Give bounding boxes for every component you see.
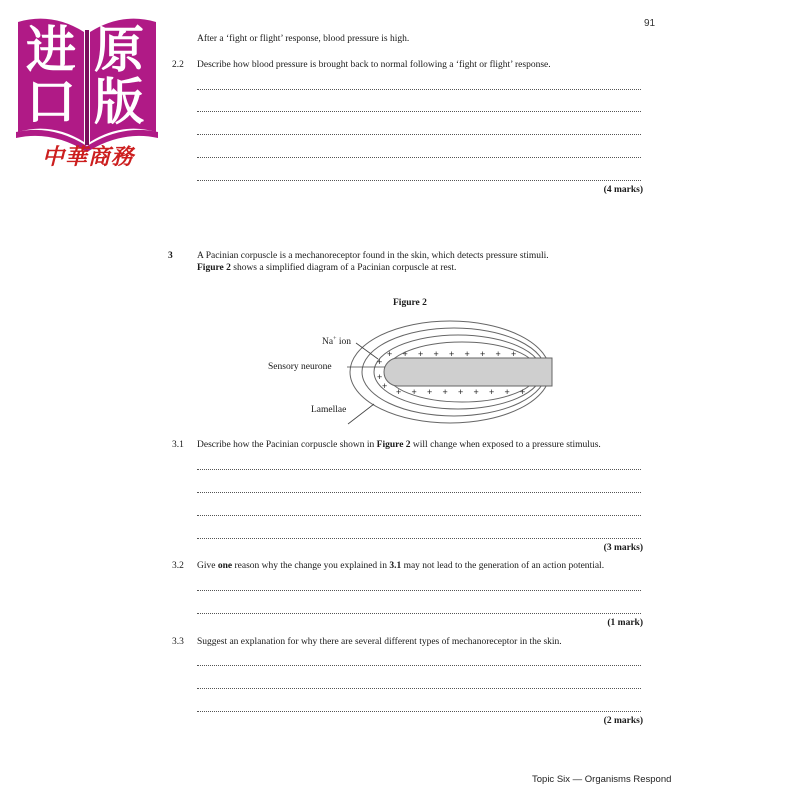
import-edition-logo <box>12 10 162 170</box>
question-3-line2 <box>197 262 456 274</box>
sodium-ion-plus: + <box>418 349 424 359</box>
question-3-1-post: will change when exposed to a pressure stimulus. <box>410 440 601 450</box>
page-footer: Topic Six — Organisms Respond <box>532 774 672 785</box>
sodium-ion-plus: + <box>520 387 526 397</box>
logo-caption: 中華商務 <box>42 144 135 170</box>
sodium-ion-plus: + <box>464 349 470 359</box>
sodium-ion-plus: + <box>433 349 439 359</box>
answer-line[interactable] <box>197 688 641 689</box>
logo-char-ban: 版 <box>94 73 144 131</box>
sodium-ion-plus: + <box>480 349 486 359</box>
sodium-ion-plus: + <box>458 387 464 397</box>
logo-char-jin: 进 <box>26 21 76 79</box>
marks-3-2: (1 mark) <box>607 618 643 628</box>
question-3-2-post: may not lead to the generation of an action potential. <box>401 561 605 571</box>
label-na-ion <box>322 333 351 348</box>
sodium-ion-plus: + <box>489 387 495 397</box>
sodium-ion-plus: + <box>382 381 388 391</box>
answer-line[interactable] <box>197 111 641 112</box>
question-number-3-3: 3.3 <box>172 637 184 647</box>
answer-line[interactable] <box>197 89 641 90</box>
answer-line[interactable] <box>197 665 641 666</box>
answer-line[interactable] <box>197 590 641 591</box>
label-lamellae: Lamellae <box>311 405 347 415</box>
label-ion-charge: + <box>333 336 337 342</box>
answer-line[interactable] <box>197 492 641 493</box>
marks-2-2: (4 marks) <box>603 185 643 195</box>
question-3-1-text <box>197 439 601 451</box>
answer-line[interactable] <box>197 134 641 135</box>
question-3-line2-rest: shows a simplified diagram of a Pacinian corpuscle at rest. <box>230 263 457 273</box>
question-number-2-2: 2.2 <box>172 60 184 70</box>
sodium-ion-plus: + <box>511 349 517 359</box>
marks-3-3: (2 marks) <box>603 716 643 726</box>
answer-line[interactable] <box>197 538 641 539</box>
question-ref: 3.1 <box>389 561 402 571</box>
question-3-2-text <box>197 560 604 572</box>
pacinian-corpuscle-diagram <box>250 320 570 450</box>
question-2-2-text: Describe how blood pressure is brought back to normal following a ‘fight or flight’ response. <box>197 60 551 70</box>
logo-char-yuan: 原 <box>94 21 144 79</box>
answer-line[interactable] <box>197 157 641 158</box>
sodium-ion-plus: + <box>377 357 383 367</box>
sensory-neurone-ending <box>384 358 552 386</box>
figure-title: Figure 2 <box>393 298 427 308</box>
sodium-ion-plus: + <box>396 387 402 397</box>
answer-line[interactable] <box>197 515 641 516</box>
page-number: 91 <box>644 18 656 29</box>
question-number-3-1: 3.1 <box>172 440 184 450</box>
sodium-ion-plus: + <box>377 372 383 382</box>
sodium-ion-plus: + <box>411 387 417 397</box>
question-3-3-text: Suggest an explanation for why there are several different types of mechanoreceptor in the skin. <box>197 637 562 647</box>
answer-line[interactable] <box>197 469 641 470</box>
label-ion-word: ion <box>336 337 351 348</box>
label-sensory-neurone: Sensory neurone <box>268 362 332 372</box>
question-3-2-pre: Give <box>197 561 218 571</box>
figure-ref: Figure 2 <box>197 263 231 273</box>
sodium-ion-plus: + <box>442 387 448 397</box>
lamellae-leader-line <box>348 404 374 424</box>
figure-ref: Figure 2 <box>376 440 411 450</box>
emphasis-one: one <box>217 561 233 571</box>
sodium-ion-plus: + <box>473 387 479 397</box>
sodium-ion-plus: + <box>449 349 455 359</box>
label-ion-symbol: Na <box>322 337 334 348</box>
marks-3-1: (3 marks) <box>603 543 643 553</box>
logo-char-kou: 口 <box>26 73 76 131</box>
question-3-1-pre: Describe how the Pacinian corpuscle shown in <box>197 440 377 450</box>
sodium-ion-plus: + <box>402 349 408 359</box>
question-3-2-mid: reason why the change you explained in <box>232 561 390 571</box>
question-number-3-2: 3.2 <box>172 561 184 571</box>
sodium-ion-plus: + <box>495 349 501 359</box>
sodium-ion-plus: + <box>427 387 433 397</box>
question-number-3: 3 <box>168 251 173 261</box>
answer-line[interactable] <box>197 613 641 614</box>
question-3-line1: A Pacinian corpuscle is a mechanoreceptor found in the skin, which detects pressure stimuli. <box>197 251 549 261</box>
sodium-ion-plus: + <box>387 349 393 359</box>
answer-line[interactable] <box>197 180 641 181</box>
sodium-ion-plus: + <box>504 387 510 397</box>
intro-line: After a ‘fight or flight’ response, blood pressure is high. <box>197 34 410 44</box>
answer-line[interactable] <box>197 711 641 712</box>
